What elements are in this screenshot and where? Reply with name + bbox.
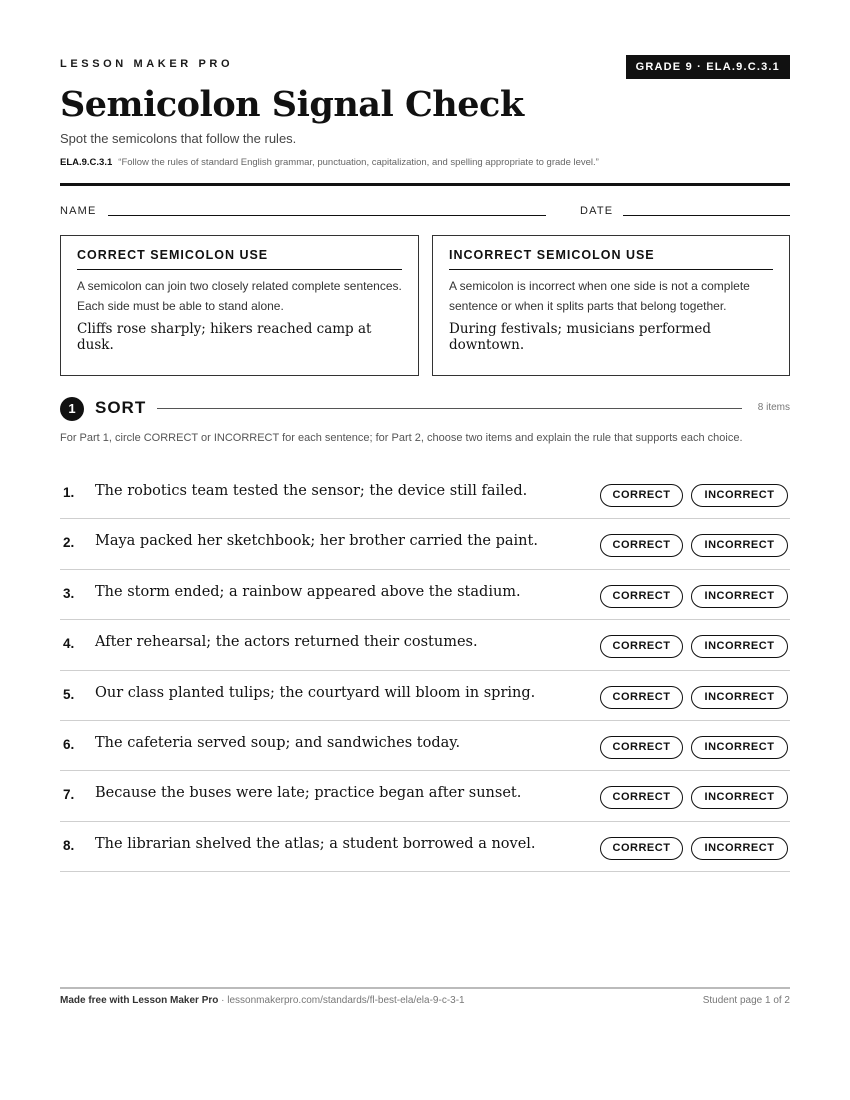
incorrect-use-example: During festivals; musicians performed downtown. [449,321,712,353]
footer-divider [60,987,790,989]
item-sentence: Our class planted tulips; the courtyard will bloom in spring. [95,684,536,701]
correct-use-description: A semicolon can join two closely related complete sentences. Each side must be able to stand alone. [77,279,402,313]
instructions: For Part 1, circle CORRECT or INCORRECT for each sentence; for Part 2, choose two items and explain the rule that supports each choice. [60,432,743,444]
name-label: NAME [60,205,97,217]
item-number: 6. [63,736,75,752]
item-sentence: After rehearsal; the actors returned their costumes. [95,634,478,651]
page-indicator: Student page 1 of 2 [702,995,790,1006]
incorrect-choice-button[interactable]: INCORRECT [691,635,788,658]
correct-choice-button[interactable]: CORRECT [600,585,683,608]
footer-made-with: Made free with Lesson Maker Pro [60,995,219,1006]
standard-code: ELA.9.C.3.1 [60,157,113,168]
list-item [60,570,790,620]
incorrect-choice-button[interactable]: INCORRECT [691,837,788,860]
correct-choice-button[interactable]: CORRECT [600,534,683,557]
item-sentence: The robotics team tested the sensor; the device still failed. [95,483,528,499]
standard-line [60,157,599,168]
standard-text: “Follow the rules of standard English grammar, punctuation, capitalization, and spelling appropriate to grade level.” [118,157,599,168]
list-item [60,519,790,569]
section-title: SORT [95,398,147,417]
section-divider [157,408,742,409]
incorrect-use-box [432,235,790,376]
item-sentence: The cafeteria served soup; and sandwiches today. [95,734,461,751]
list-item [60,671,790,721]
worksheet-subtitle: Spot the semicolons that follow the rules. [60,131,297,146]
incorrect-choice-button[interactable]: INCORRECT [691,585,788,608]
list-item [60,469,790,519]
correct-choice-button[interactable]: CORRECT [600,786,683,809]
correct-use-box [60,235,419,376]
item-count: 8 items [757,402,790,413]
date-label: DATE [580,205,614,217]
date-field[interactable] [623,215,790,216]
footer-credit [60,995,465,1006]
item-sentence: Maya packed her sketchbook; her brother carried the paint. [95,533,538,550]
incorrect-use-heading: INCORRECT SEMICOLON USE [449,248,773,270]
brand-wordmark: LESSON MAKER PRO [60,58,234,70]
incorrect-choice-button[interactable]: INCORRECT [691,534,788,557]
list-item [60,822,790,872]
grade-badge: GRADE 9 · ELA.9.C.3.1 [626,55,790,79]
item-sentence: The storm ended; a rainbow appeared above the stadium. [95,583,521,600]
incorrect-choice-button[interactable]: INCORRECT [691,484,788,507]
list-item [60,620,790,670]
item-sentence: Because the buses were late; practice began after sunset. [95,785,522,802]
worksheet-title: Semicolon Signal Check [60,84,524,125]
correct-use-heading: CORRECT SEMICOLON USE [77,248,402,270]
item-number: 3. [63,585,75,601]
list-item [60,771,790,821]
header-divider [60,183,790,186]
list-item [60,721,790,771]
correct-choice-button[interactable]: CORRECT [600,484,683,507]
correct-choice-button[interactable]: CORRECT [600,837,683,860]
name-field[interactable] [108,215,546,216]
item-number: 7. [63,787,75,803]
item-number: 8. [63,837,75,853]
correct-choice-button[interactable]: CORRECT [600,686,683,709]
incorrect-choice-button[interactable]: INCORRECT [691,736,788,759]
item-number: 1. [63,485,75,500]
item-number: 5. [63,686,75,702]
correct-choice-button[interactable]: CORRECT [600,736,683,759]
incorrect-choice-button[interactable]: INCORRECT [691,786,788,809]
incorrect-choice-button[interactable]: INCORRECT [691,686,788,709]
item-number: 4. [63,636,75,652]
item-number: 2. [63,535,75,551]
correct-use-example: Cliffs rose sharply; hikers reached camp at dusk. [77,321,372,353]
incorrect-use-description: A semicolon is incorrect when one side is not a complete sentence or when it splits parts that belong together. [449,279,750,313]
item-list [60,469,790,872]
section-number-badge: 1 [60,397,84,421]
footer-url: · lessonmakerpro.com/standards/fl-best-ela/ela-9-c-3-1 [218,995,465,1006]
item-sentence: The librarian shelved the atlas; a student borrowed a novel. [95,835,536,852]
correct-choice-button[interactable]: CORRECT [600,635,683,658]
